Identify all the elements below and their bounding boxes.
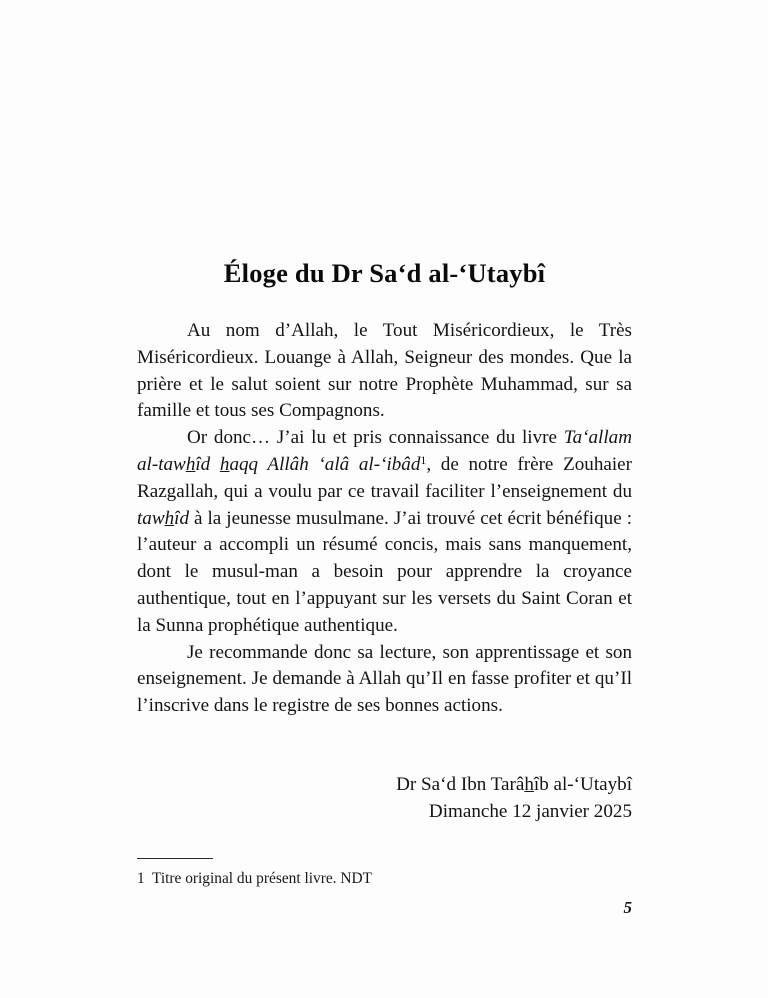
signature-date: Dimanche 12 janvier 2025	[428, 800, 632, 822]
footnote-entry	[137, 869, 632, 889]
signature-author-underlined-h: h	[524, 774, 534, 795]
signature-author-prefix: Dr Saʻd Ibn Tarâ	[396, 774, 525, 795]
book-title-italic-part3: aqq Allâh ʻalâ al-ʻibâd	[229, 453, 421, 475]
paragraph-basmala	[137, 318, 632, 425]
tawhid-italic-part2: îd	[174, 507, 189, 529]
book-title-italic-part1: Taʻallam al-taw	[137, 427, 632, 475]
page-title: Éloge du Dr Saʻd al-ʻUtaybî	[223, 257, 546, 288]
footnote-text: Titre original du présent livre. NDT	[152, 870, 372, 887]
signature-author	[137, 772, 632, 799]
body-text	[137, 318, 632, 720]
paragraph-recommendation	[137, 640, 632, 720]
book-title-italic-part2: îd	[195, 453, 220, 475]
signature-block	[137, 772, 632, 826]
tawhid-italic-part1: taw	[137, 507, 165, 529]
footnote-area	[137, 858, 632, 889]
book-title-underlined-h2: h	[219, 453, 230, 475]
paragraph-recommendation-text: Je recommande donc sa lecture, son apprentissage et son enseignement. Je demande à Allah qu’Il en fasse profiter et qu’Il l’inscrive dans le registre de ses bonnes actions.	[137, 641, 632, 717]
review-run-intro: Or donc… J’ai lu et pris connaissance du livre	[187, 427, 564, 449]
page-number: 5	[623, 898, 632, 917]
footnote-reference-marker[interactable]: 1	[420, 452, 427, 467]
review-run-middle: , de notre frère Zouhaier Razgallah, qui a voulu par ce travail faciliter l’enseignement du	[137, 453, 632, 502]
paragraph-review	[137, 425, 632, 639]
footnote-separator-rule	[137, 858, 213, 859]
review-run-tail: à la jeunesse musulmane. J’ai trouvé cet écrit bénéfique : l’auteur a accompli un résumé concis, mais sans manquement, dont le musul-man a besoin pour apprendre la croyance authentique, tout en l’appuyant sur les versets du Saint Coran et la Sunna prophétique authentique.	[137, 507, 632, 636]
signature-author-suffix: îb al-ʻUtaybî	[533, 774, 632, 795]
tawhid-underlined-h: h	[164, 507, 175, 529]
paragraph-basmala-text: Au nom d’Allah, le Tout Miséricordieux, le Très Miséricordieux. Louange à Allah, Seigneur des mondes. Que la prière et le salut soient sur notre Prophète Muhammad, sur sa famille et tous ses Compagnons.	[137, 320, 632, 422]
footnote-number: 1	[137, 870, 145, 887]
book-title-underlined-h1: h	[185, 453, 196, 475]
